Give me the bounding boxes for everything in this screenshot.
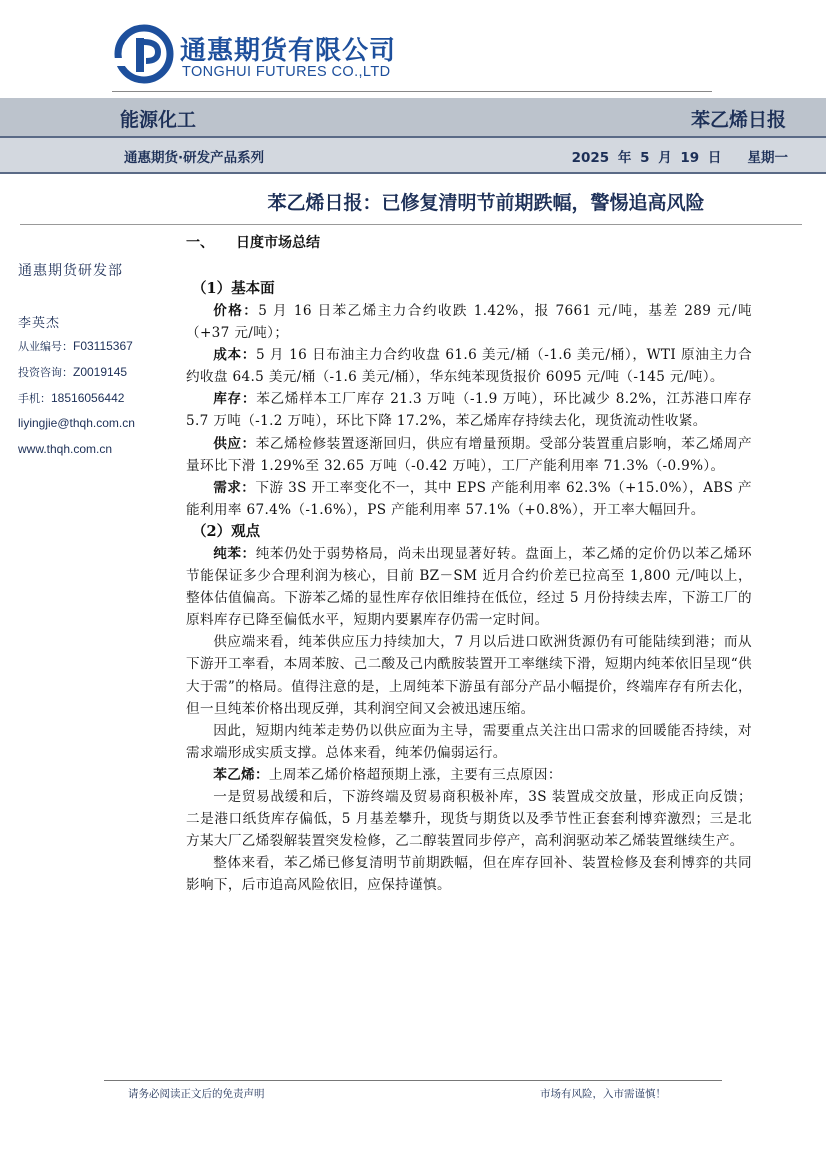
section-number: 一、	[186, 235, 214, 251]
footer-divider	[104, 1080, 722, 1081]
inventory-label: 库存：	[213, 391, 257, 408]
sector-label: 能源化工	[120, 109, 197, 131]
sidebar-department: 通惠期货研发部	[18, 263, 123, 279]
styrene-text: 上周苯乙烯价格超预期上涨，主要有三点原因：	[268, 766, 562, 783]
license-label: 从业编号：	[18, 340, 73, 353]
section-heading	[186, 232, 752, 254]
paragraph-demand	[186, 477, 752, 521]
paragraph-supply	[186, 433, 752, 477]
price-text: 5 月 16 日苯乙烯主力合约收跌 1.42%，报 7661 元/吨，基差 289 元/吨（+37 元/吨）；	[186, 303, 752, 342]
demand-text: 下游 3S 开工率变化不一，其中 EPS 产能利用率 62.3%（+15.0%），ABS 产能利用率 67.4%（-1.6%），PS 产能利用率 57.1%（+0.8%），开工率大幅回升。	[186, 479, 752, 518]
license-value: F03115367	[73, 339, 133, 353]
paragraph-styrene	[186, 764, 752, 786]
paragraph-benzene-supply: 供应端来看，纯苯供应压力持续加大，7 月以后进口欧洲货源仍有可能陆续到港；而从下游开工率看，本周苯胺、己二酸及己内酰胺装置开工率继续下滑，短期内纯苯依旧呈现“供大于需”的格局。值得注意的是，上周纯苯下游虽有部分产品小幅提价，终端库存有所去化，但一旦纯苯价格出现反弹，其利润空间又会被迅速压缩。	[186, 634, 752, 717]
tonghui-logo-icon	[114, 24, 174, 84]
footer-risk-warning: 市场有风险，入市需谨慎！	[540, 1088, 666, 1100]
header-divider	[112, 91, 712, 92]
cost-text: 5 月 16 日布油主力合约收盘 61.6 美元/桶（-1.6 美元/桶），WTI 原油主力合约收盘 64.5 美元/桶（-1.6 美元/桶），华东纯苯现货报价 6095 元/吨（-145 元/吨）。	[186, 347, 752, 386]
demand-label: 需求：	[213, 479, 256, 496]
report-type-label: 苯乙烯日报	[690, 109, 786, 131]
benzene-text: 纯苯仍处于弱势格局，尚未出现显著好转。盘面上，苯乙烯的定价仍以苯乙烯环节能保证多少合理利润为核心，目前 BZ－SM 近月合约价差已拉高至 1,800 元/吨以上，整体估值偏高。下游苯乙烯的显性库存依旧维持在低位，经过 5 月份持续去库，下游工厂的原料库存已降至偏低水平，短期内要累库存仍需一定时间。	[186, 545, 752, 629]
series-label: 通惠期货·研发产品系列	[124, 150, 265, 166]
paragraph-styrene-conclusion: 整体来看，苯乙烯已修复清明节前期跌幅，但在库存回补、装置检修及套利博弈的共同影响下，后市追高风险依旧，应保持谨慎。	[186, 855, 752, 894]
paragraph-benzene-conclusion: 因此，短期内纯苯走势仍以供应面为主导，需要重点关注出口需求的回暖能否持续，对需求端形成实质支撑。总体来看，纯苯仍偏弱运行。	[186, 722, 752, 761]
advisory-value: Z0019145	[73, 365, 128, 379]
sidebar-analyst-name: 李英杰	[18, 316, 61, 331]
phone-label: 手机：	[18, 392, 51, 405]
paragraph-benzene	[186, 543, 752, 631]
company-name-en: TONGHUI FUTURES CO.,LTD	[182, 64, 391, 80]
paragraph-price	[186, 300, 752, 344]
styrene-label: 苯乙烯：	[213, 766, 269, 783]
header-band-rule	[0, 136, 826, 138]
supply-text: 苯乙烯检修装置逐渐回归，供应有增量预期。受部分装置重启影响，苯乙烯周产量环比下滑 1.29%至 32.65 万吨（-0.42 万吨），工厂产能利用率 71.3%（-0.9%）。	[186, 435, 752, 474]
weekday-text: 星期一	[747, 150, 788, 166]
sidebar-advisory	[18, 364, 127, 380]
price-label: 价格：	[213, 303, 259, 319]
section-title: 日度市场总结	[236, 235, 320, 251]
report-title: 苯乙烯日报：已修复清明节前期跌幅，警惕追高风险	[267, 192, 705, 214]
header-band-rule	[0, 172, 826, 174]
title-divider	[20, 224, 802, 225]
subsection-fundamentals: （1）基本面	[192, 280, 275, 297]
subsection-views: （2）观点	[192, 522, 261, 540]
report-body	[186, 232, 752, 896]
company-name-cn: 通惠期货有限公司	[180, 36, 397, 66]
website-link[interactable]: www.thqh.com.cn	[18, 442, 113, 456]
sidebar-email[interactable]	[18, 416, 135, 430]
sidebar-website[interactable]	[18, 442, 112, 456]
inventory-text: 苯乙烯样本工厂库存 21.3 万吨（-1.9 万吨），环比减少 8.2%，江苏港口库存 5.7 万吨（-1.2 万吨），环比下降 17.2%，苯乙烯库存持续去化，现货流动性收紧。	[186, 391, 752, 430]
supply-label: 供应：	[213, 435, 256, 452]
benzene-label: 纯苯：	[213, 545, 256, 562]
phone-value: 18516056442	[51, 391, 125, 405]
sidebar-phone	[18, 390, 124, 406]
date-text: 2025 年 5 月 19 日	[571, 150, 722, 166]
email-link[interactable]: liyingjie@thqh.com.cn	[18, 416, 135, 430]
paragraph-cost	[186, 344, 752, 388]
advisory-label: 投资咨询：	[18, 366, 73, 379]
footer-disclaimer: 请务必阅读正文后的免责声明	[128, 1088, 265, 1100]
paragraph-inventory	[186, 388, 752, 432]
paragraph-styrene-reasons: 一是贸易战缓和后，下游终端及贸易商积极补库，3S 装置成交放量，形成正向反馈；二是港口纸货库存偏低，5 月基差攀升，现货与期货以及季节性正套套利博弈激烈；三是北方某大厂乙烯裂解装置突发检修，乙二醇装置同步停产，高利润驱动苯乙烯装置继续生产。	[186, 788, 752, 850]
sidebar-license	[18, 338, 133, 354]
report-date	[572, 146, 788, 166]
cost-label: 成本：	[213, 347, 256, 364]
